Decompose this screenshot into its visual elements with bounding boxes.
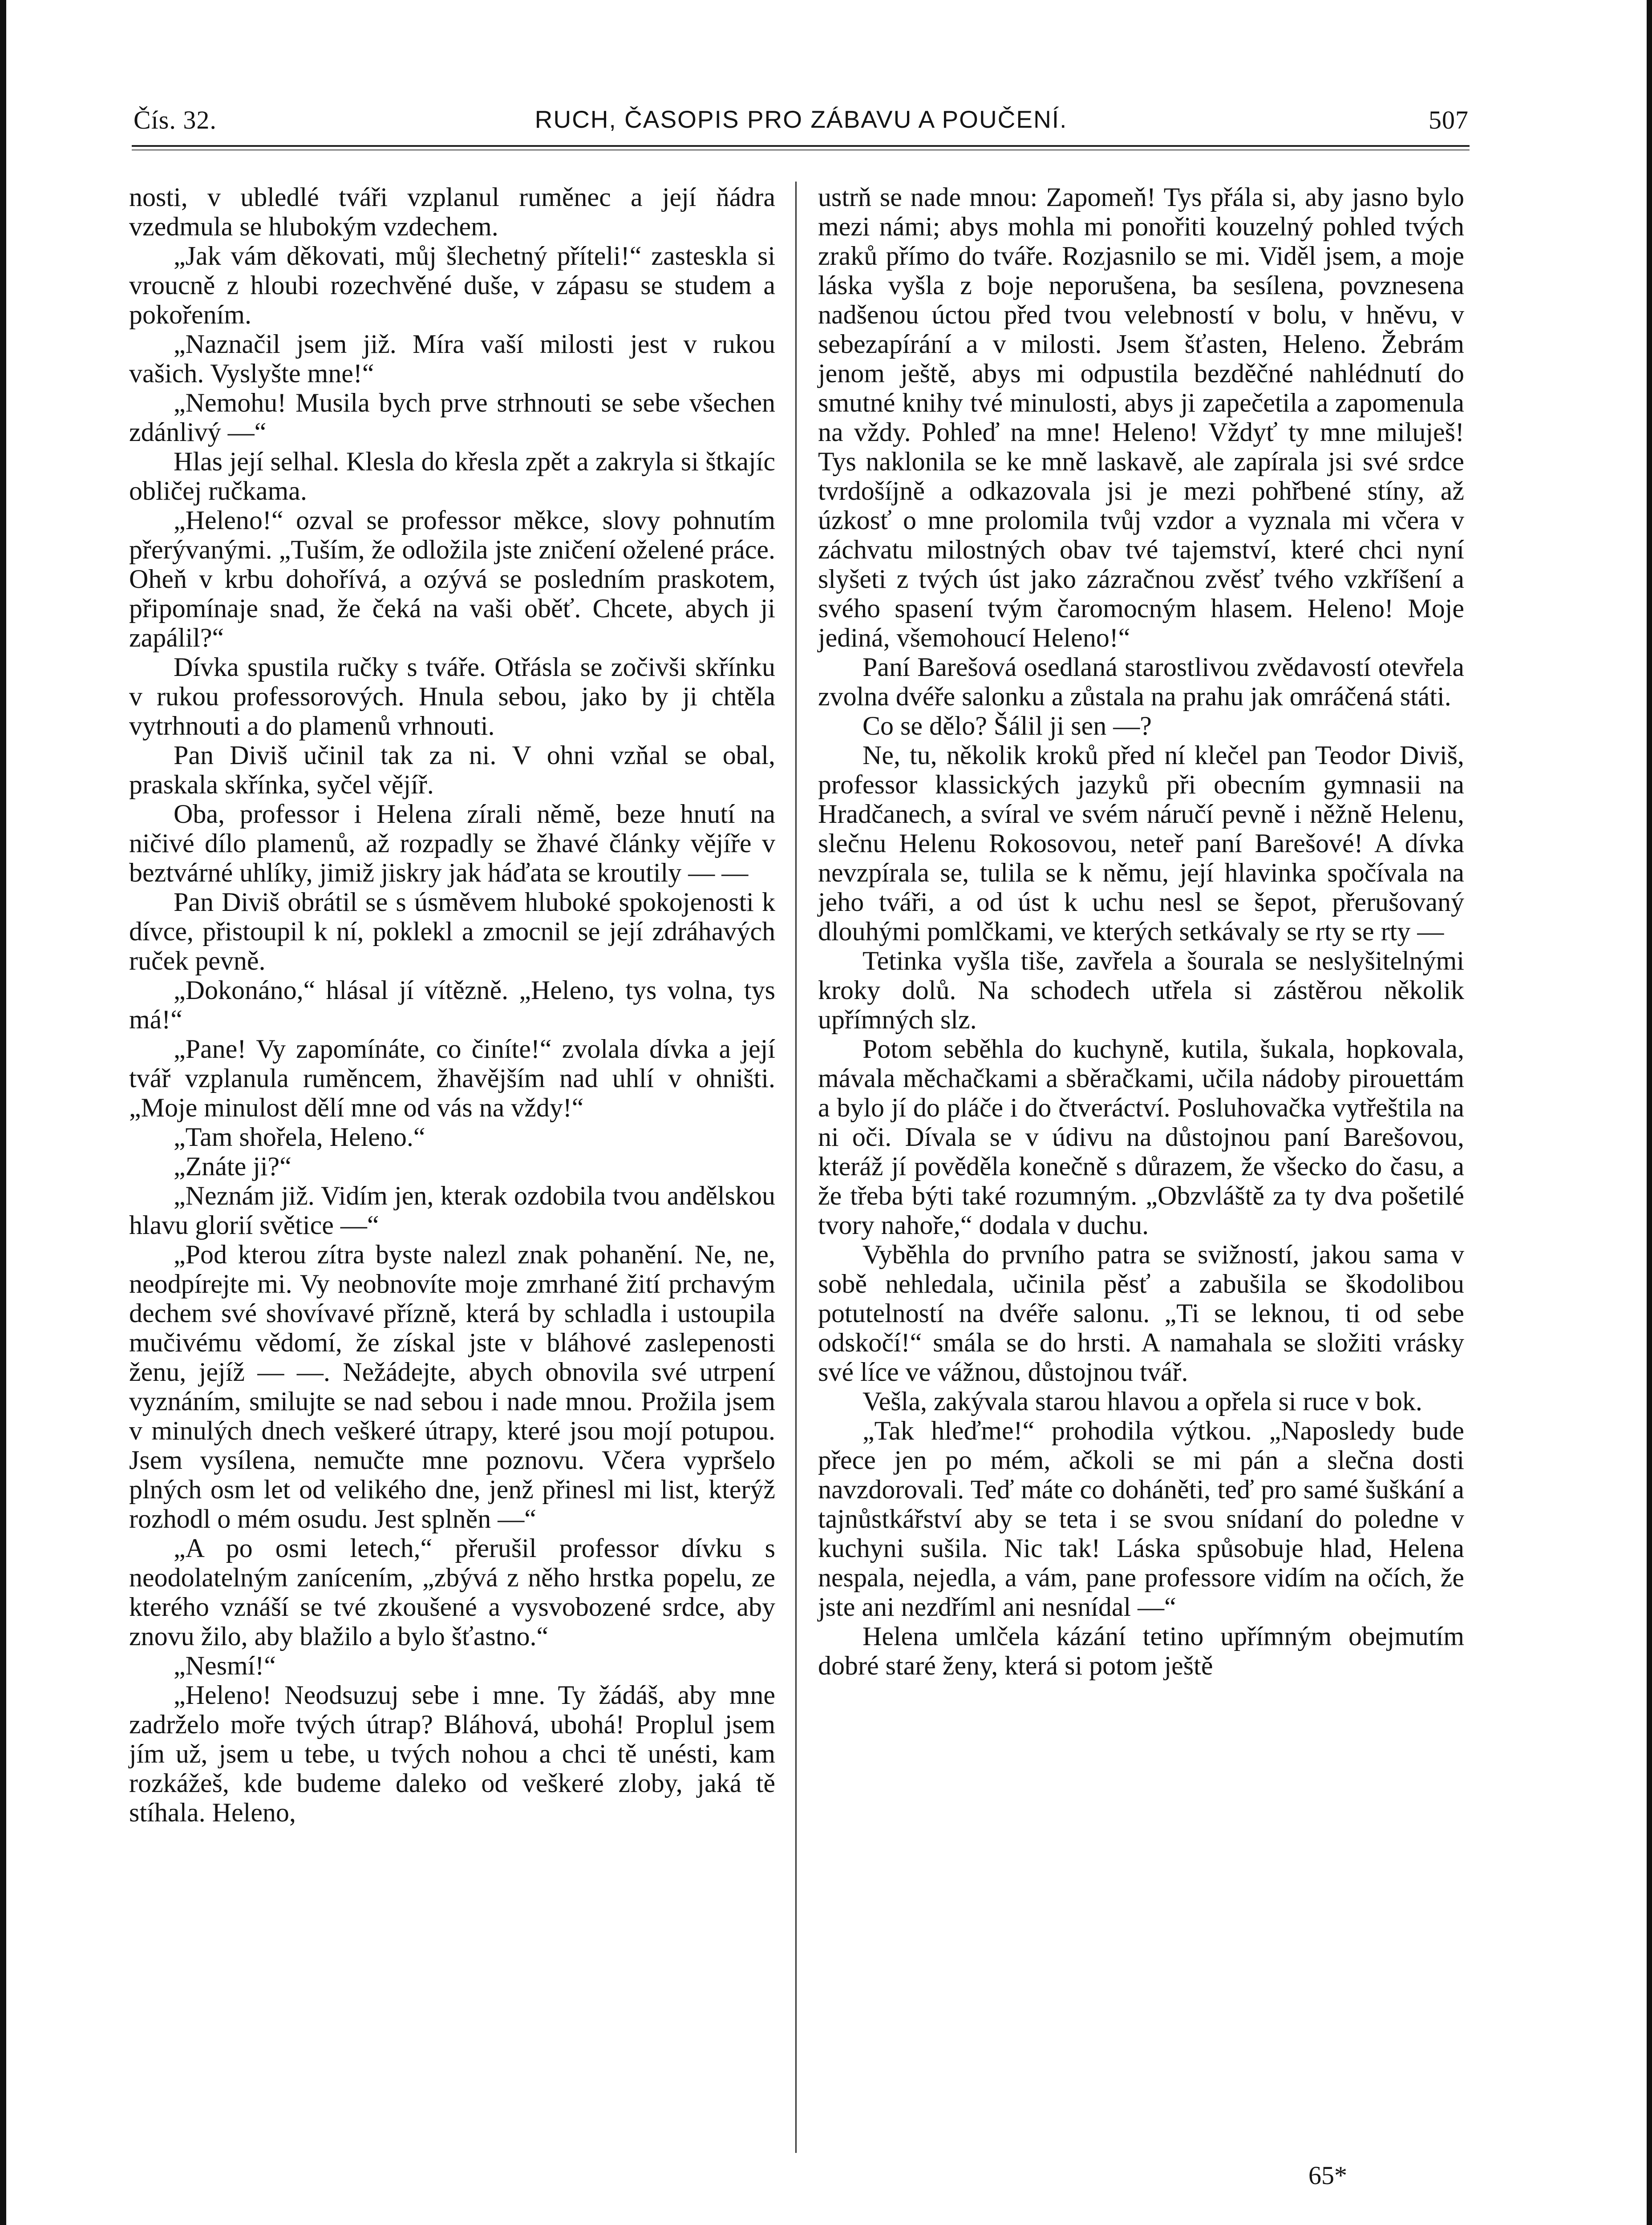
paragraph: „Pane! Vy zapomínáte, co činíte!“ zvolala dívka a její tvář vzplanula ruměncem, žhavějším nad uhlí v ohništi. „Moje minulost dělí mne od vás na vždy!“ [129,1034,775,1122]
paragraph: ustrň se nade mnou: Zapomeň! Tys přála si, aby jasno bylo mezi námi; abys mohla mi ponořiti kouzelný pohled tvých zraků přímo do tváře. Rozjasnilo se mi. Viděl jsem, a moje láska vyšla z boje neporušena, ba sesílena, povznesena nadšenou úctou před tvou velebností v bolu, v hněvu, v sebezapírání a v milosti. Jsem šťasten, Heleno. Žebrám jenom ještě, abys mi odpustila bezděčné nahlédnutí do smutné knihy tvé minulosti, abys ji zapečetila a zapomenula na vždy. Pohleď na mne! Heleno! Vždyť ty mne miluješ! Tys naklonila se ke mně laskavě, ale zapírala jsi své srdce tvrdošíjně a odkazovala jsi je mezi pohřbené stíny, až úzkosť o mne prolomila tvůj vzdor a vyznala mi včera v záchvatu milostných obav tvé tajemství, které chci nyní slyšeti z tvých úst jako zázračnou zvěsť tvého vzkříšení a svého spasení tvým čaromocným hlasem. Heleno! Moje jediná, všemohoucí Heleno!“ [818,182,1464,652]
paragraph: „A po osmi letech,“ přerušil professor dívku s neodolatelným zanícením, „zbývá z něho hrstka popelu, ze kterého vznáší se tvé zkoušené a vysvobozené srdce, aby znovu žilo, aby blažilo a bylo šťastno.“ [129,1533,775,1651]
right-column [818,182,1464,1680]
paragraph: Oba, professor i Helena zírali němě, beze hnutí na ničivé dílo plamenů, až rozpadly se žhavé články vějíře v beztvárné uhlíky, jimiž jiskry jak háďata se kroutily — — [129,799,775,887]
running-header [134,105,1469,141]
paragraph: „Heleno!“ ozval se professor měkce, slovy pohnutím přerývanými. „Tuším, že odložila jste zničení oželené práce. Oheň v krbu dohořívá, a ozývá se posledním praskotem, připomínaje snad, že čeká na vaši oběť. Chcete, abych ji zapálil?“ [129,506,775,652]
paragraph: Tetinka vyšla tiše, zavřela a šourala se neslyšitelnými kroky dolů. Na schodech utřela si zástěrou několik upřímných slz. [818,946,1464,1034]
paragraph: Potom seběhla do kuchyně, kutila, šukala, hopkovala, mávala měchačkami a sběračkami, učila nádoby pirouettám a bylo jí do pláče i do čtveráctví. Posluhovačka vytřeštila na ni oči. Dívala se v údivu na důstojnou paní Barešovou, kteráž jí pověděla konečně s důrazem, že všecko do času, a že třeba býti také rozumným. „Obzvláště za ty dva pošetilé tvory nahoře,“ dodala v duchu. [818,1034,1464,1240]
paragraph: Vyběhla do prvního patra se svižností, jakou sama v sobě nehledala, učinila pěsť a zabušila se škodolibou potutelností na dvéře salonu. „Ti se leknou, ti od sebe odskočí!“ smála se do hrsti. A namahala se složiti vrásky své líce ve vážnou, důstojnou tvář. [818,1240,1464,1387]
paragraph: Pan Diviš obrátil se s úsměvem hluboké spokojenosti k dívce, přistoupil k ní, poklekl a zmocnil se její zdráhavých ruček pevně. [129,887,775,975]
paragraph: Helena umlčela kázání tetino upřímným obejmutím dobré staré ženy, která si potom ještě [818,1622,1464,1680]
paragraph: „Jak vám děkovati, můj šlechetný příteli!“ zasteskla si vroucně z hloubi rozechvěné duše, v zápasu se studem a pokořením. [129,241,775,329]
paragraph: Paní Barešová osedlaná starostlivou zvědavostí otevřela zvolna dvéře salonku a zůstala na prahu jak omráčená státi. [818,652,1464,711]
left-column [129,182,775,1827]
paragraph: Dívka spustila ručky s tváře. Otřásla se zočivši skřínku v rukou professorových. Hnula sebou, jako by ji chtěla vytrhnouti a do plamenů vrhnouti. [129,652,775,740]
page-number: 507 [1429,105,1469,134]
header-rule [132,145,1470,147]
paragraph: „Nemohu! Musila bych prve strhnouti se sebe všechen zdánlivý —“ [129,388,775,447]
paragraph: „Nesmí!“ [174,1651,276,1680]
paragraph: Hlas její selhal. Klesla do křesla zpět a zakryla si štkajíc obličej ručkama. [129,447,775,506]
paragraph: „Pod kterou zítra byste nalezl znak pohanění. Ne, ne, neodpírejte mi. Vy neobnovíte moje zmrhané žití prchavým dechem své shovívavé přízně, která by schladla i ustoupila mučivému vědomí, že získal jste v bláhové zaslepenosti ženu, jejíž — —. Nežádejte, abych obnovila své utrpení vyznáním, smilujte se nad sebou i nade mnou. Prožila jsem v minulých dnech veškeré útrapy, které jsou mojí potupou. Jsem vysílena, nemučte mne poznovu. Včera vypršelo plných osm let od velikého dne, jenž přinesl mi list, kterýž rozhodl o mém osudu. Jest splněn —“ [129,1240,775,1533]
paragraph: „Tam shořela, Heleno.“ [174,1122,425,1152]
paragraph: nosti, v ubledlé tváři vzplanul ruměnec a její ňádra vzedmula se hlubokým vzdechem. [129,182,775,241]
issue-number: Čís. 32. [134,105,217,134]
paragraph: „Naznačil jsem již. Míra vaší milosti jest v rukou vašich. Vyslyšte mne!“ [129,329,775,388]
paragraph: „Dokonáno,“ hlásal jí vítězně. „Heleno, tys volna, tys má!“ [129,975,775,1034]
paragraph: Pan Diviš učinil tak za ni. V ohni vzňal se obal, praskala skřínka, syčel vějíř. [129,740,775,799]
paragraph: Ne, tu, několik kroků před ní klečel pan Teodor Diviš, professor klassických jazyků při obecním gymnasii na Hradčanech, a svíral ve svém náručí pevně i něžně Helenu, slečnu Helenu Rokosovou, neteř paní Barešové! A dívka nevzpírala se, tulila se k němu, její hlavinka spočívala na jeho tváři, a od úst k uchu nesl se šepot, přerušovaný dlouhými pomlčkami, ve kterých setkávaly se rty se rty — [818,740,1464,946]
paragraph: Co se dělo? Šálil ji sen —? [862,711,1152,740]
journal-title: RUCH, ČASOPIS PRO ZÁBAVU A POUČENÍ. [534,105,1068,133]
signature-mark: 65* [1308,2161,1347,2190]
paragraph: „Heleno! Neodsuzuj sebe i mne. Ty žádáš, aby mne zadrželo moře tvých útrap? Bláhová, ubohá! Proplul jsem jím už, jsem u tebe, u tvých nohou a chci tě unésti, kam rozkážeš, kde budeme daleko od veškeré zloby, jaká tě stíhala. Heleno, [129,1680,775,1827]
paragraph: „Znáte ji?“ [174,1152,292,1181]
paragraph: „Tak hleďme!“ prohodila výtkou. „Naposledy bude přece jen po mém, ačkoli se mi pán a slečna dosti navzdorovali. Teď máte co doháněti, teď pro samé šuškání a tajnůstkářství aby se teta i se svou snídaní do poledne v kuchyni sušila. Nic tak! Láska spůsobuje hlad, Helena nespala, nejedla, a vám, pane professore vidím na očích, že jste ani nezdříml ani nesnídal —“ [818,1416,1464,1622]
paragraph: Vešla, zakývala starou hlavou a opřela si ruce v bok. [862,1387,1422,1416]
column-divider [795,182,797,2153]
paragraph: „Neznám již. Vidím jen, kterak ozdobila tvou andělskou hlavu glorií světice —“ [129,1181,775,1240]
